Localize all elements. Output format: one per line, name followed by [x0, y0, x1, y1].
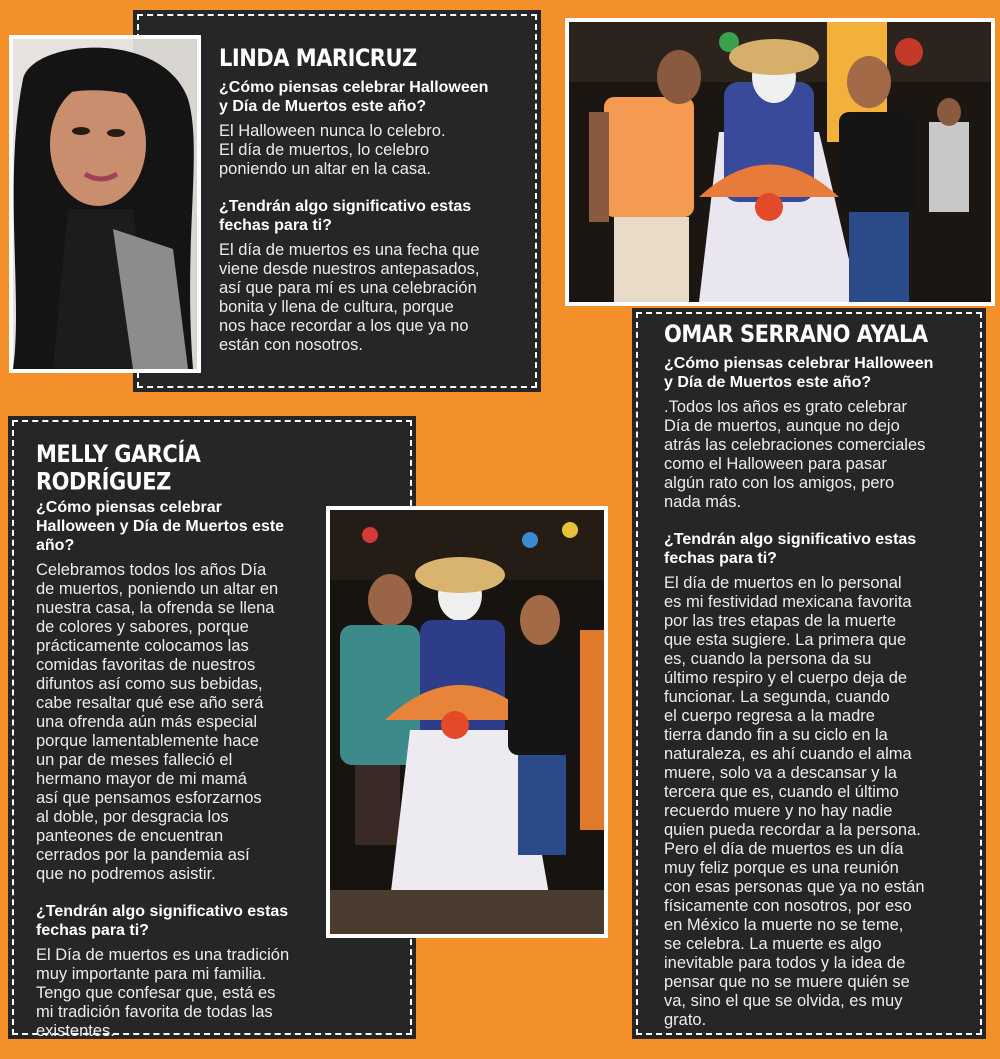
- linda-answer-2: El día de muertos es una fecha que viene desde nuestros antepasados, así que para mí es una celebración bonita y llena de cultura, porque nos hace recordar a los que ya no están con nosotros.: [219, 241, 480, 354]
- omar-group-photo: [565, 18, 995, 306]
- melly-group-photo: [326, 506, 608, 938]
- melly-answer-2: El Día de muertos es una tradición muy importante para mi familia. Tengo que confesar que, está es mi tradición favorita de todas las existentes.: [36, 946, 290, 1040]
- omar-question-1: ¿Cómo piensas celebrar Halloween y Día de Muertos este año?: [664, 355, 934, 391]
- melly-question-2: ¿Tendrán algo significativo estas fechas para ti?: [36, 903, 289, 939]
- melly-answer-1: Celebramos todos los años Día de muertos, poniendo un altar en nuestra casa, la ofrenda se llena de colores y sabores, porque prácticamente colocamos las comidas favoritas de nuestros difuntos así como sus bebidas, cabe resaltar qué ese año será una ofrenda aún más especial porque lamentablemente hace un par de meses falleció el hermano mayor de mi mamá así que pensamos esforzarnos al doble, por desgracia los panteones de encuentran cerrados por la pandemia así que no podremos asistir.: [36, 561, 279, 883]
- linda-name: LINDA MARICRUZ: [219, 44, 417, 72]
- linda-question-2: ¿Tendrán algo significativo estas fechas para ti?: [219, 198, 472, 234]
- linda-question-1: ¿Cómo piensas celebrar Halloween y Día de Muertos este año?: [219, 79, 489, 115]
- melly-name: MELLY GARCÍA RODRÍGUEZ: [36, 440, 201, 496]
- omar-answer-1: .Todos los años es grato celebrar Día de muertos, aunque no dejo atrás las celebraciones comerciales como el Halloween para pasar algún rato con los amigos, pero nada más.: [664, 398, 926, 511]
- omar-panel: [636, 312, 982, 1035]
- linda-portrait-photo: [9, 35, 201, 373]
- omar-answer-2: El día de muertos en lo personal es mi festividad mexicana favorita por las tres etapas de la muerte que esta sugiere. La primera que es, cuando la persona da su último respiro y el cuerpo deja de funcionar. La segunda, cuando el cuerpo regresa a la madre tierra dando fin a su ciclo en la naturaleza, es ahí cuando el alma muere, solo va a descansar y la tercera que es, cuando el último recuerdo muere y no hay nadie quien pueda recordar a la persona. Pero el día de muertos es un día muy feliz porque es una reunión con esas personas que ya no están físicamente con nosotros, por eso en México la muerte no se teme, se celebra. La muerte es algo inevitable para todos y la idea de pensar que no se muere quién se va, sino el que se olvida, es muy grato.: [664, 574, 925, 1029]
- omar-name: OMAR SERRANO AYALA: [664, 320, 928, 348]
- omar-question-2: ¿Tendrán algo significativo estas fechas para ti?: [664, 531, 917, 567]
- linda-answer-1: El Halloween nunca lo celebro. El día de muertos, lo celebro poniendo un altar en la casa.: [219, 122, 446, 178]
- melly-question-1: ¿Cómo piensas celebrar Halloween y Día de Muertos este año?: [36, 499, 285, 554]
